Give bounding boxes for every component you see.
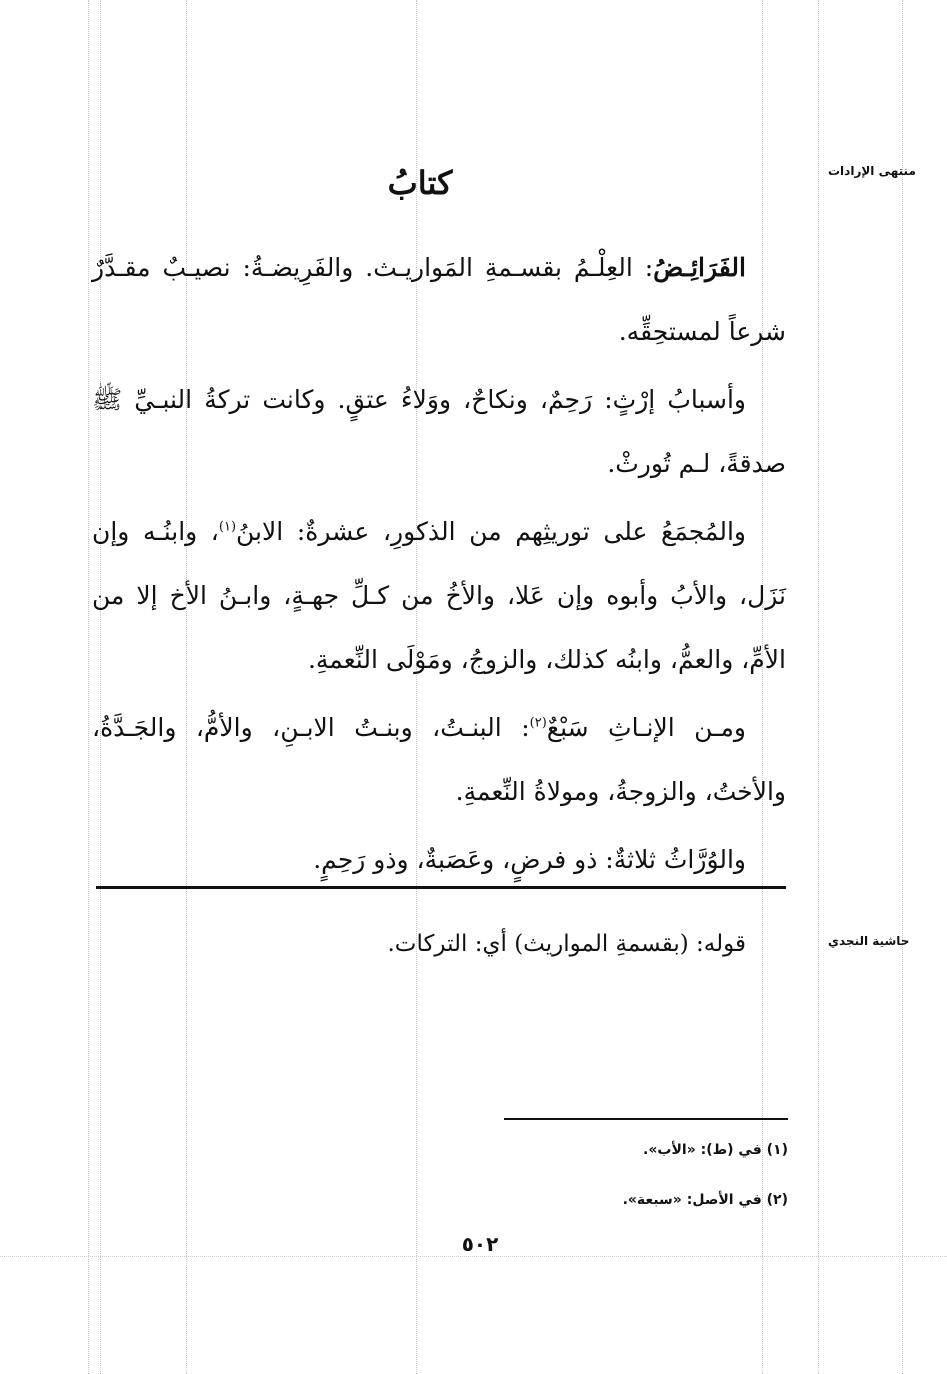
scan-guide-line bbox=[0, 1256, 947, 1257]
paragraph-female-heirs bbox=[92, 696, 786, 824]
paragraph-faraid bbox=[92, 236, 786, 364]
section-divider bbox=[96, 886, 786, 889]
main-text bbox=[92, 236, 786, 896]
paragraph-text: ومـن الإنـاثِ سَبْعٌ bbox=[546, 713, 746, 742]
footnotes bbox=[500, 1134, 788, 1234]
paragraph-text: ، وابنُـه وإن نَزَل، والأبُ وأبوه وإن عَلا، والأخُ من كـلِّ جهـةٍ، وابـنُ الأخ إلا من الأمِّ، والعمُّ، وابنُه كذلك، والزوجُ، ومَوْلَى النِّعمةِ. bbox=[92, 517, 786, 674]
margin-label-commentary: حاشية النجدي bbox=[828, 934, 910, 948]
footnote-2: (٢) في الأصل: «سبعة». bbox=[622, 1192, 788, 1208]
footnote-1: (١) في (ط): «الأب». bbox=[643, 1142, 788, 1158]
paragraph-asbab bbox=[92, 368, 786, 496]
paragraph-text: وأسبابُ إرْثٍ: رَحِمٌ، ونكاحٌ، ووَلاءُ عتقٍ. وكانت تركةُ النبـيِّ ﷺ صدقةً، لـم تُورثْ. bbox=[92, 385, 786, 478]
footnote-ref-1: (١) bbox=[218, 519, 237, 535]
scan-guide-line bbox=[818, 0, 819, 1374]
paragraph-text: والمُجمَعُ على توريثِهم من الذكورِ، عشرةٌ: الابنُ bbox=[236, 517, 746, 546]
footnote-ref-2: (٢) bbox=[529, 715, 547, 731]
paragraph-text: : البنـتُ، وبنـتُ الابـنِ، والأمُّ، والجَـدَّةُ، والأختُ، والزوجةُ، ومولاةُ النِّعمةِ. bbox=[92, 713, 786, 806]
scan-guide-line bbox=[88, 0, 89, 1374]
term-faraid: الفَرَائِـضُ bbox=[653, 253, 746, 282]
paragraph-heir-types bbox=[92, 828, 786, 892]
footnote-divider bbox=[504, 1118, 788, 1120]
paragraph-male-heirs bbox=[92, 500, 786, 692]
page-number: ٥٠٢ bbox=[461, 1232, 499, 1256]
paragraph-text: والوُرَّاثُ ثلاثةٌ: ذو فرضٍ، وعَصَبةٌ، وذو رَحِمٍ. bbox=[313, 845, 746, 874]
paragraph-text: : العِلْـمُ بقسـمةِ المَواريـث. والفَرِيضـةُ: نصيـبٌ مقـدَّرٌ شرعاً لمستحِقِّه. bbox=[92, 253, 786, 346]
commentary-text: قوله: (بقسمةِ المواريث) أي: التركات. bbox=[387, 931, 746, 957]
margin-label-main-text: منتهى الإرادات bbox=[828, 164, 916, 178]
scan-guide-line bbox=[902, 0, 903, 1374]
chapter-title: كتابُ bbox=[387, 164, 453, 202]
